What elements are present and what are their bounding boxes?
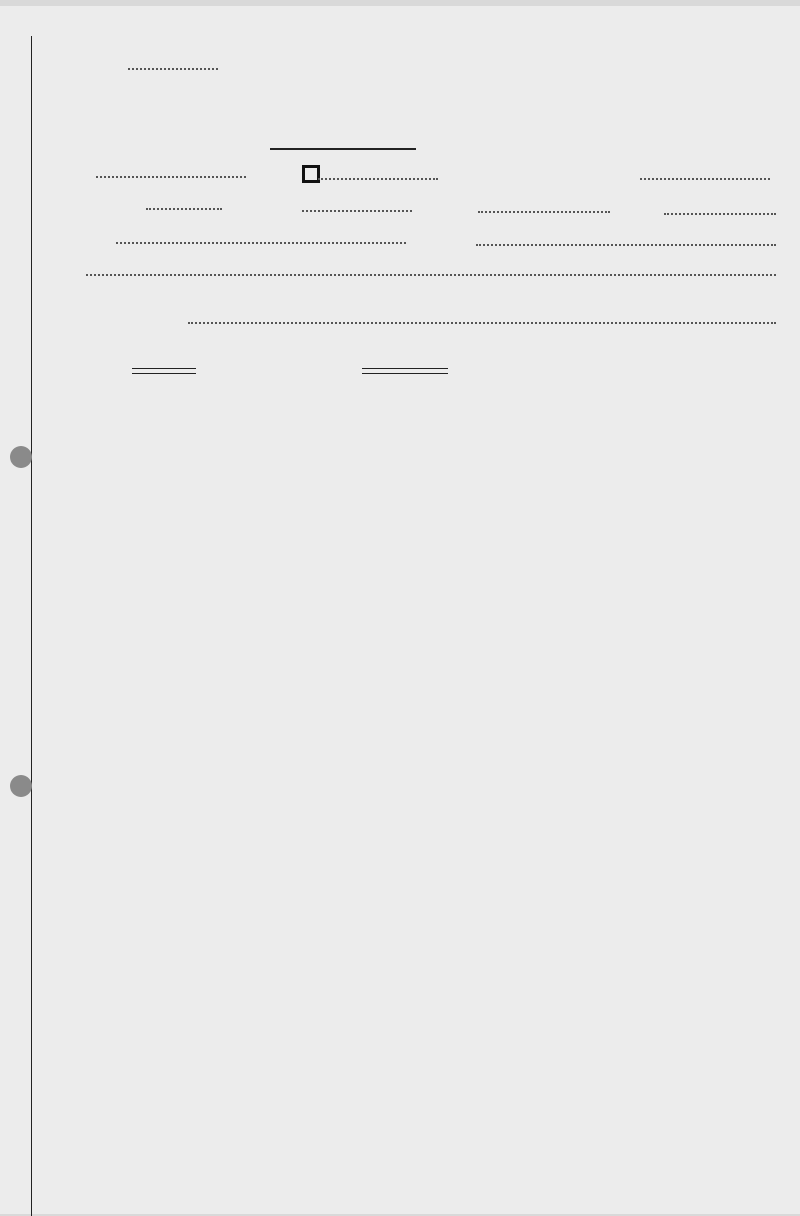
document-sheet xyxy=(0,6,800,1214)
punch-hole-top xyxy=(10,446,32,468)
punch-hole-bottom xyxy=(10,775,32,797)
checkbox-square xyxy=(302,165,320,183)
left-margin-line xyxy=(31,36,32,1216)
